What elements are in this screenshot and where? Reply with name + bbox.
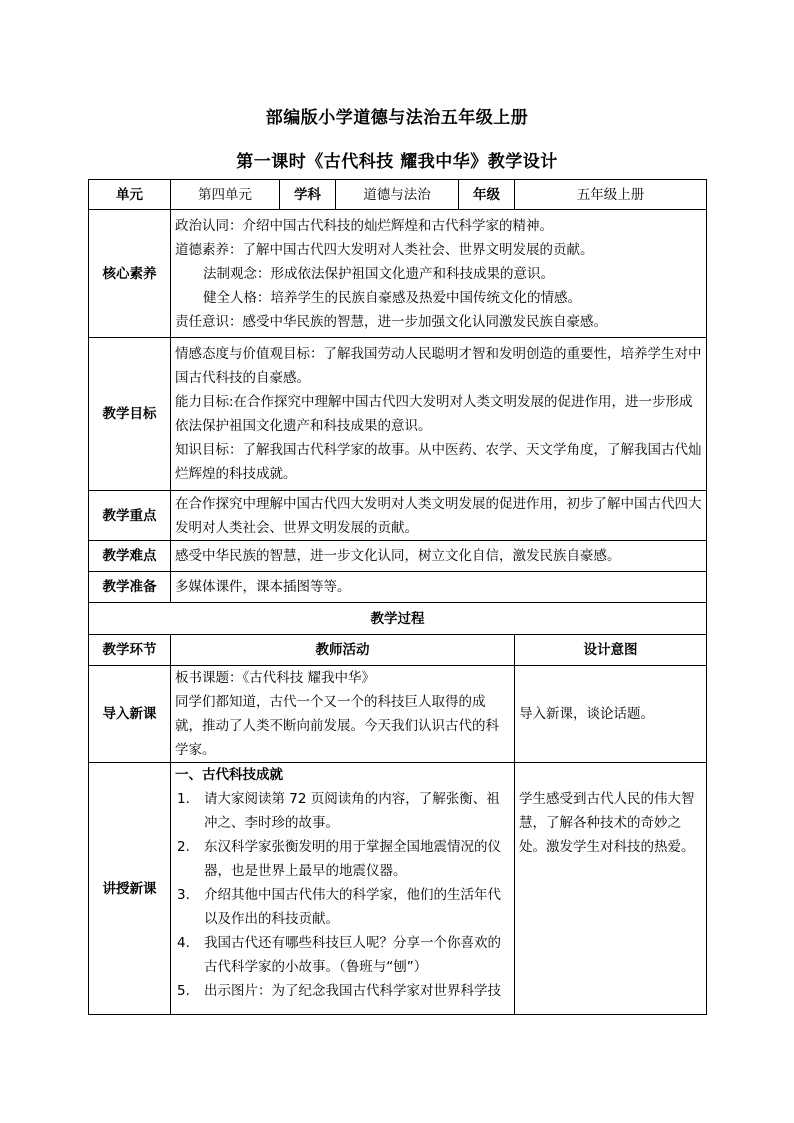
list-item — [175, 979, 510, 1003]
list-number: 3. — [177, 887, 190, 903]
list-number: 4. — [177, 935, 190, 951]
core-line-law: 法制观念：形成依法保护祖国文化遗产和科技成果的意识。 — [203, 265, 554, 282]
lesson-plan-table — [88, 179, 707, 1015]
key-point-text: 在合作探究中理解中国古代四大发明对人类文明发展的促进作用，初步了解中国古代四大发明对人类社会、世界文明发展的贡献。 — [171, 491, 707, 541]
subject-value: 道德与法治 — [336, 180, 459, 210]
stage-column-header: 教学环节 — [89, 635, 171, 666]
list-number: 2. — [177, 839, 190, 855]
intro-stage: 导入新课 — [89, 666, 171, 763]
list-item — [175, 883, 510, 931]
teaching-goals-row — [89, 338, 707, 491]
goal-emotion: 情感态度与价值观目标：了解我国劳动人民聪明才智和发明创造的重要性，培养学生对中国古代科技的自豪感。 — [175, 346, 702, 386]
list-text: 请大家阅读第 72 页阅读角的内容，了解张衡、祖冲之、李时珍的故事。 — [204, 791, 500, 831]
list-item — [175, 931, 510, 979]
list-number: 1. — [177, 791, 190, 807]
grade-label: 年级 — [459, 180, 515, 210]
teaching-goals-label: 教学目标 — [89, 338, 171, 491]
activity-column-header: 教师活动 — [171, 635, 515, 666]
lecture-section-heading: 一、古代科技成就 — [175, 767, 283, 783]
difficulty-label: 教学难点 — [89, 541, 171, 572]
core-line-personality: 健全人格：培养学生的民族自豪感及热爱中国传统文化的情感。 — [203, 289, 581, 306]
preparation-row — [89, 572, 707, 603]
intro-intent: 导入新课，谈论话题。 — [515, 666, 707, 763]
lecture-steps — [175, 787, 510, 1003]
list-number: 5. — [177, 983, 190, 999]
intro-paragraph: 同学们都知道，古代一个又一个的科技巨人取得的成就，推动了人类不断向前发展。今天我们认识古代的科学家。 — [175, 694, 499, 758]
lecture-stage: 讲授新课 — [89, 763, 171, 1015]
process-header-row — [89, 635, 707, 666]
intro-activity — [171, 666, 515, 763]
core-line-moral: 道德素养：了解中国古代四大发明对人类社会、世界文明发展的贡献。 — [175, 241, 594, 258]
key-point-row — [89, 491, 707, 541]
core-literacy-label: 核心素养 — [89, 210, 171, 338]
difficulty-text: 感受中华民族的智慧，进一步文化认同，树立文化自信，激发民族自豪感。 — [171, 541, 707, 572]
intro-row — [89, 666, 707, 763]
core-line-responsibility: 责任意识：感受中华民族的智慧，进一步加强文化认同激发民族自豪感。 — [175, 313, 607, 330]
goal-ability: 能力目标:在合作探究中理解中国古代四大发明对人类文明发展的促进作用，进一步形成依法保护祖国文化遗产和科技成果的意识。 — [175, 394, 693, 434]
info-row — [89, 180, 707, 210]
goal-knowledge: 知识目标：了解我国古代科学家的故事。从中医药、农学、天文学角度，了解我国古代灿烂辉煌的科技成就。 — [175, 442, 702, 482]
unit-label: 单元 — [89, 180, 171, 210]
document-subtitle: 第一课时《古代科技 耀我中华》教学设计 — [236, 152, 558, 172]
core-literacy-content — [171, 210, 707, 338]
difficulty-row — [89, 541, 707, 572]
list-text: 我国古代还有哪些科技巨人呢？分享一个你喜欢的古代科学家的小故事。（鲁班与“刨”） — [204, 935, 501, 975]
list-text: 东汉科学家张衡发明的用于掌握全国地震情况的仪器，也是世界上最早的地震仪器。 — [204, 839, 501, 879]
list-item — [175, 835, 510, 883]
list-item — [175, 787, 510, 835]
intro-board-title: 板书课题：《古代科技 耀我中华》 — [175, 670, 376, 686]
preparation-text: 多媒体课件，课本插图等等。 — [171, 572, 707, 603]
intent-column-header: 设计意图 — [515, 635, 707, 666]
unit-value: 第四单元 — [171, 180, 280, 210]
preparation-label: 教学准备 — [89, 572, 171, 603]
lecture-intent: 学生感受到古代人民的伟大智慧，了解各种技术的奇妙之处。激发学生对科技的热爱。 — [515, 763, 707, 1015]
document-title: 部编版小学道德与法治五年级上册 — [265, 108, 529, 128]
lecture-row — [89, 763, 707, 1015]
process-title: 教学过程 — [89, 603, 707, 635]
subject-label: 学科 — [280, 180, 336, 210]
lecture-activity — [171, 763, 515, 1015]
key-point-label: 教学重点 — [89, 491, 171, 541]
teaching-goals-content — [171, 338, 707, 491]
process-title-row — [89, 603, 707, 635]
list-text: 介绍其他中国古代伟大的科学家，他们的生活年代以及作出的科技贡献。 — [204, 887, 501, 927]
list-text: 出示图片：为了纪念我国古代科学家对世界科学技 — [204, 983, 501, 999]
core-literacy-row — [89, 210, 707, 338]
grade-value: 五年级上册 — [515, 180, 707, 210]
core-line-political: 政治认同：介绍中国古代科技的灿烂辉煌和古代科学家的精神。 — [175, 217, 553, 234]
